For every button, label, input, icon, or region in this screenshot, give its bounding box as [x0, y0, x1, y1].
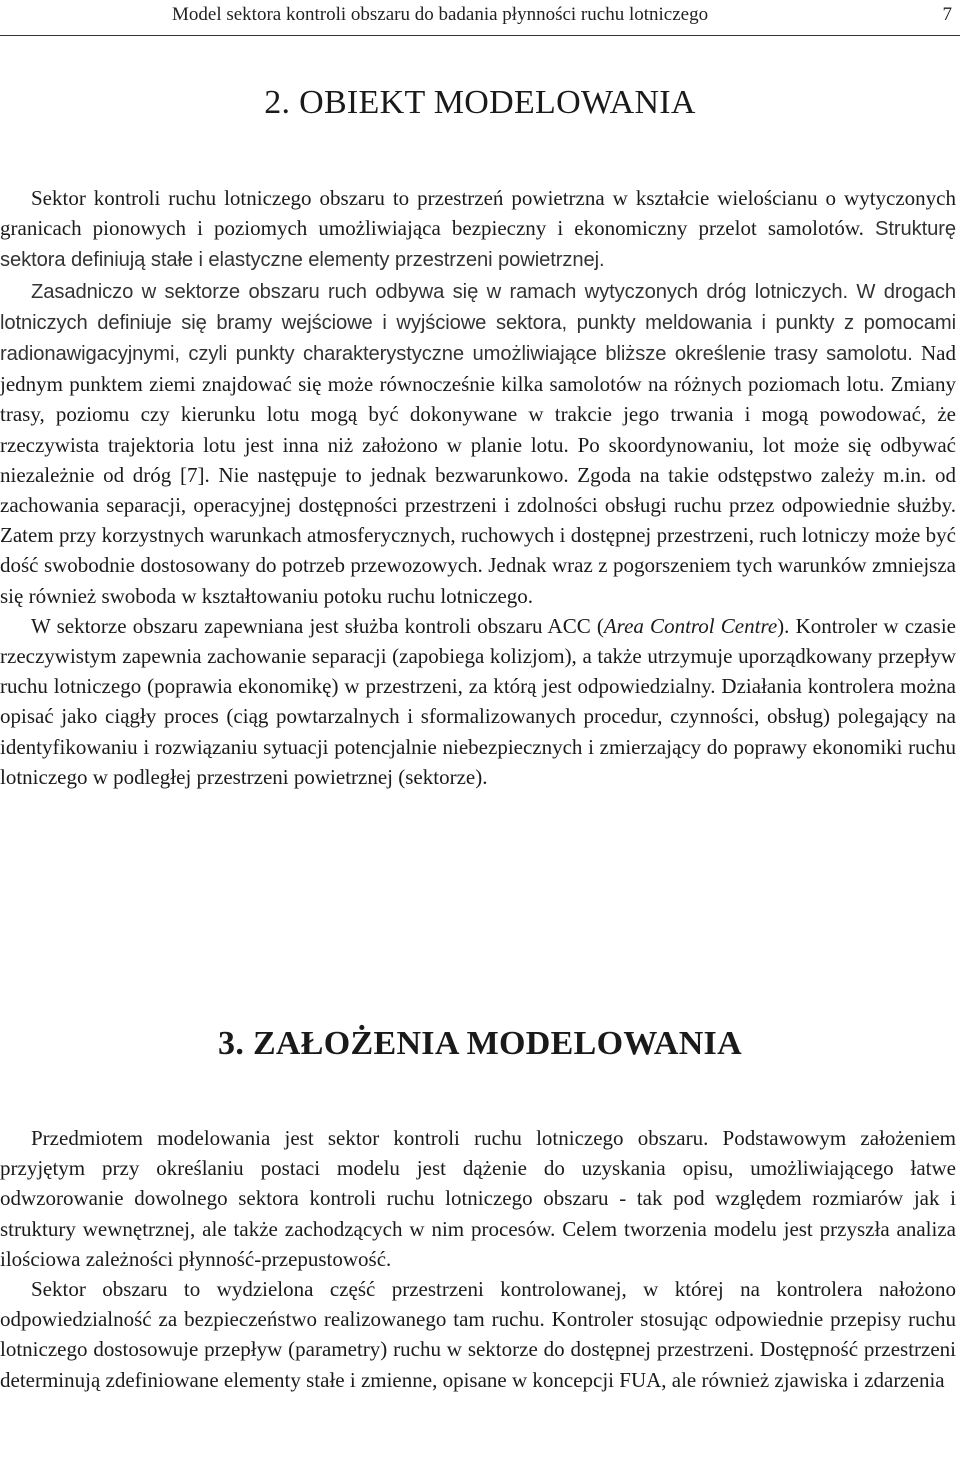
- text-run: ). Kontroler w czasie rzeczywistym zapewnia zachowanie separacji (zapobiega kolizjom), a także utrzymuje uporządkowany przepływ ruchu lotniczego (poprawia ekonomikę) w przestrzeni, za którą jest odpowiedzialny. Działania kontrolera można opisać jako ciągły proces (ciąg powtarzalnych i sformalizowanych procedur, czynności, obsług) polegający na identyfikowaniu i rozwiązaniu sytuacji potencjalnie niebezpiecznych i zmierzający do poprawy ekonomiki ruchu lotniczego w podległej przestrzeni powietrznej (sektorze).: [0, 613, 956, 789]
- paragraph: [0, 183, 956, 276]
- text-run: Nad jednym punktem ziemi znajdować się może równocześnie kilka samolotów na różnych poziomach lotu. Zmiany trasy, poziomu czy kierunku lotu mogą być dokonywane w trakcie jego trwania i mogą powodować, że rzeczywista trajektoria lotu jest inna niż założono w planie lotu. Po skoordynowaniu, lot może się odbywać niezależnie od dróg [7]. Nie następuje to jednak bezwarunkowo. Zgoda na takie odstępstwo zależy m.in. od zachowania separacji, operacyjnej dostępności przestrzeni i zdolności obsługi ruchu przez odpowiednie służby. Zatem przy korzystnych warunkach atmosferycznych, ruchowych i dostępnej przestrzeni, ruch lotniczy może być dość swobodnie dostosowany do potrzeb przewozowych. Jednak wraz z pogorszeniem tych warunków zmniejsza się również swoboda w kształtowaniu potoku ruchu lotniczego.: [0, 341, 956, 608]
- text-run-sans: Zasadniczo w sektorze obszaru ruch odbywa się w ramach wytyczonych dróg lotniczych. W drogach lotniczych definiuje się bramy wejściowe i wyjściowe sektora, punkty meldowania i punkty z pomocami radionawigacyjnymi, czyli punkty charakterystyczne umożliwiające bliższe określenie trasy samolotu.: [0, 280, 956, 366]
- paragraph: [0, 276, 956, 611]
- text-run-sans: Strukturę sektora definiują stałe i elastyczne elementy przestrzeni powietrznej.: [0, 218, 957, 272]
- section-2-body: [0, 183, 956, 792]
- paragraph: Przedmiotem modelowania jest sektor kontroli ruchu lotniczego obszaru. Podstawowym założeniem przyjętym przy określaniu postaci modelu jest dążenie do uzyskania opisu, umożliwiającego łatwe odwzorowanie dowolnego sektora kontroli ruchu lotniczego obszaru - tak pod względem rozmiarów jak i struktury wewnętrznej, ale także zachodzących w nim procesów. Celem tworzenia modelu jest przyszła analiza ilościowa zależności płynność-przepustowość.: [0, 1126, 956, 1271]
- italic-term: Area Control Centre: [603, 613, 778, 638]
- section-3-body: [0, 1123, 956, 1395]
- section-heading-3: 3. ZAŁOŻENIA MODELOWANIA: [218, 1025, 742, 1062]
- paragraph: [0, 611, 956, 792]
- running-title: Model sektora kontroli obszaru do badania płynności ruchu lotniczego: [172, 4, 709, 25]
- paragraph: Sektor obszaru to wydzielona część przestrzeni kontrolowanej, w której na kontrolera nałożono odpowiedzialność za bezpieczeństwo realizowanego tam ruchu. Kontroler stosując odpowiednie przepisy ruchu lotniczego dostosowuje przepływ (parametry) ruchu w sektorze do dostępnej przestrzeni. Dostępność przestrzeni determinują zdefiniowane elementy stałe i zmienne, opisane w koncepcji FUA, ale również zjawiska i zdarzenia: [0, 1277, 956, 1392]
- text-run: W sektorze obszaru zapewniana jest służba kontroli obszaru ACC (: [31, 613, 604, 638]
- header-rule: [0, 35, 960, 36]
- page-number: 7: [942, 4, 952, 25]
- text-run: Sektor kontroli ruchu lotniczego obszaru to przestrzeń powietrzna w kształcie wielościanu o wytyczonych granicach pionowych i poziomych umożliwiająca bezpieczny i ekonomiczny przelot samolotów.: [0, 186, 956, 241]
- running-header: [0, 0, 960, 36]
- section-heading-2: 2. OBIEKT MODELOWANIA: [264, 84, 696, 121]
